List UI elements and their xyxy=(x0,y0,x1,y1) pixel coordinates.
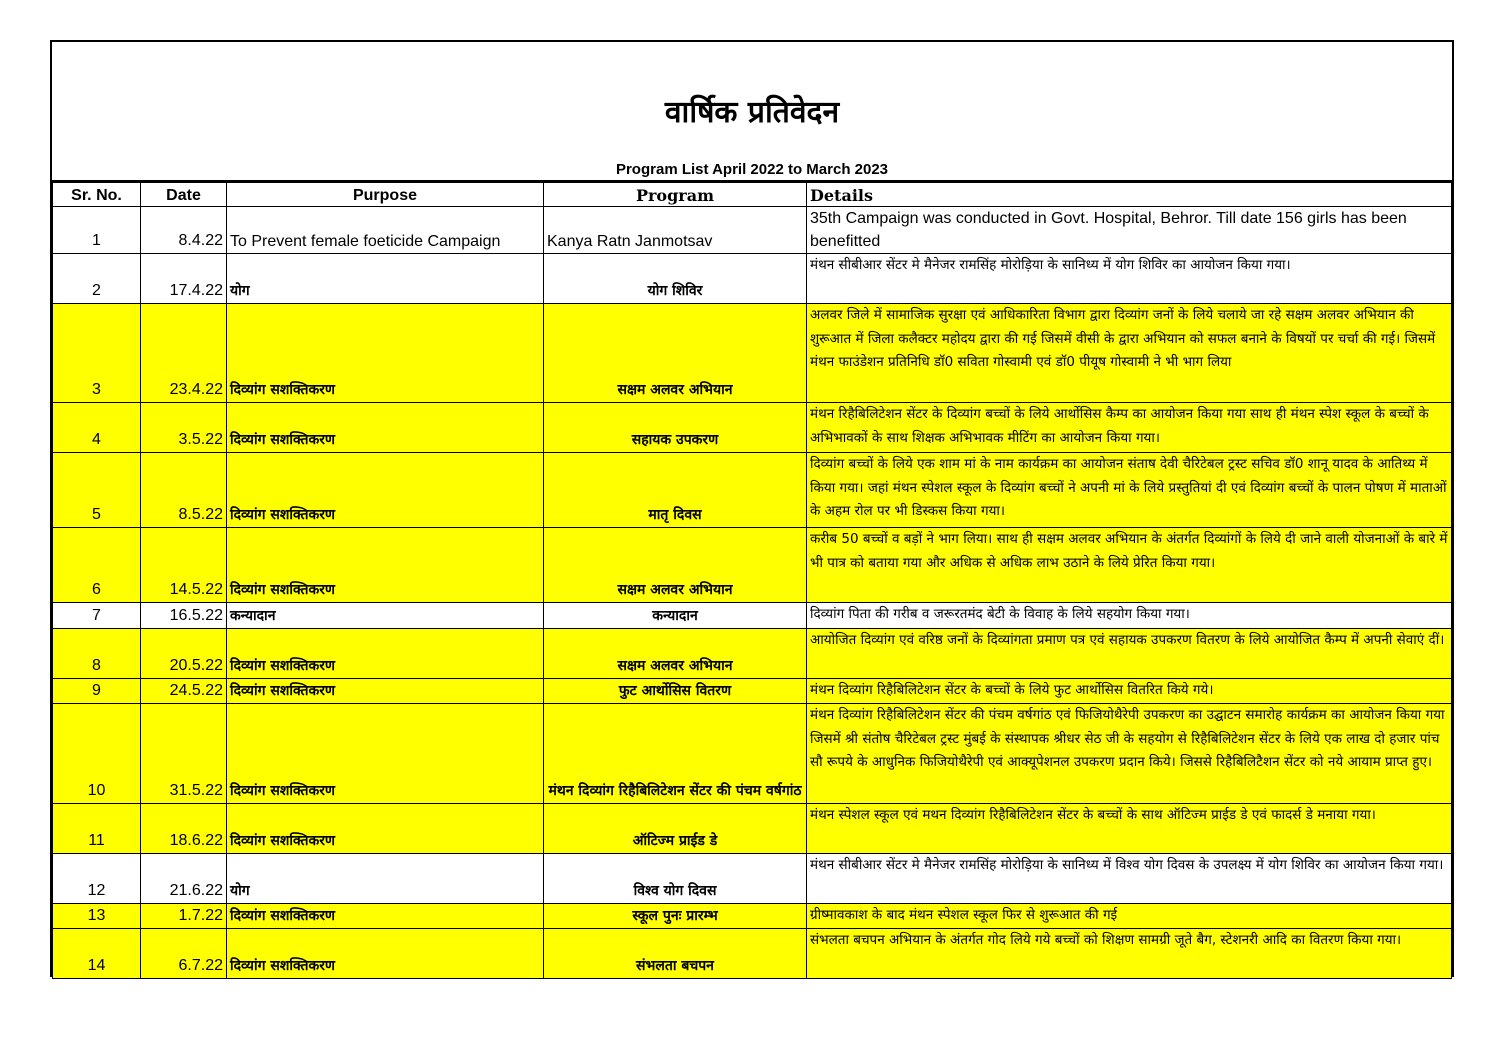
cell-details: दिव्यांग बच्चों के लिये एक शाम मां के नाम कार्यक्रम का आयोजन संताष देवी चैरिटेबल ट्रस्ट सचिव डॉ0 शानू यादव के आतिथ्य में किया गया। जहां मंथन स्पेशल स्कूल के दिव्यांग बच्चों ने अपनी मां के लिये प्रस्तुतियां दी एवं दिव्यांग बच्चों के पालन पोषण में माताओं के अहम रोल पर भी डिस्कस किया गया। xyxy=(807,453,1452,528)
cell-sr: 14 xyxy=(53,929,141,979)
cell-purpose: दिव्यांग सशक्तिकरण xyxy=(227,804,544,854)
table-row xyxy=(53,804,1452,854)
cell-program: मंथन दिव्यांग रिहैबिलिटेशन सेंटर की पंचम वर्षगांठ xyxy=(544,704,807,804)
cell-program: सक्षम अलवर अभियान xyxy=(544,528,807,603)
cell-purpose: योग xyxy=(227,254,544,304)
col-header-date: Date xyxy=(141,183,227,207)
table-row xyxy=(53,304,1452,403)
cell-sr: 6 xyxy=(53,528,141,603)
cell-sr: 5 xyxy=(53,453,141,528)
table-row xyxy=(53,854,1452,904)
cell-purpose: दिव्यांग सशक्तिकरण xyxy=(227,904,544,929)
cell-details: आयोजित दिव्यांग एवं वरिष्ठ जनों के दिव्यांगता प्रमाण पत्र एवं सहायक उपकरण वितरण के लिये आयोजित कैम्प में अपनी सेवाएं दीं। xyxy=(807,629,1452,679)
col-header-details: Details xyxy=(807,183,1452,207)
cell-program: विश्व योग दिवस xyxy=(544,854,807,904)
cell-date: 18.6.22 xyxy=(141,804,227,854)
report-header xyxy=(52,42,1452,182)
cell-purpose: दिव्यांग सशक्तिकरण xyxy=(227,704,544,804)
cell-program: ऑटिज्म प्राईड डे xyxy=(544,804,807,854)
cell-date: 16.5.22 xyxy=(141,603,227,629)
cell-sr: 8 xyxy=(53,629,141,679)
cell-details: 35th Campaign was conducted in Govt. Hospital, Behror. Till date 156 girls has been benefitted xyxy=(807,207,1452,254)
cell-date: 17.4.22 xyxy=(141,254,227,304)
cell-purpose: दिव्यांग सशक्तिकरण xyxy=(227,304,544,403)
table-header-row xyxy=(53,183,1452,207)
table-row xyxy=(53,704,1452,804)
cell-program: संभलता बचपन xyxy=(544,929,807,979)
cell-details: मंथन दिव्यांग रिहैबिलिटेशन सेंटर के बच्चों के लिये फुट आर्थोसिस वितरित किये गये। xyxy=(807,679,1452,704)
cell-purpose: दिव्यांग सशक्तिकरण xyxy=(227,453,544,528)
cell-purpose: दिव्यांग सशक्तिकरण xyxy=(227,629,544,679)
cell-sr: 7 xyxy=(53,603,141,629)
cell-purpose: कन्यादान xyxy=(227,603,544,629)
cell-program: सक्षम अलवर अभियान xyxy=(544,304,807,403)
cell-purpose: दिव्यांग सशक्तिकरण xyxy=(227,679,544,704)
cell-sr: 10 xyxy=(53,704,141,804)
cell-date: 31.5.22 xyxy=(141,704,227,804)
cell-program: फुट आर्थोसिस वितरण xyxy=(544,679,807,704)
cell-sr: 2 xyxy=(53,254,141,304)
cell-sr: 3 xyxy=(53,304,141,403)
cell-purpose: योग xyxy=(227,854,544,904)
cell-date: 8.5.22 xyxy=(141,453,227,528)
cell-purpose: दिव्यांग सशक्तिकरण xyxy=(227,403,544,453)
cell-details: अलवर जिले में सामाजिक सुरक्षा एवं आधिकारिता विभाग द्वारा दिव्यांग जनों के लिये चलाये जा रहे सक्षम अलवर अभियान की शुरूआत में जिला कलैक्टर महोदय द्वारा की गई जिसमें वीसी के द्वारा अभियान को सफल बनाने के विषयों पर चर्चा की गई। जिसमें मंथन फाउंडेशन प्रतिनिधि डॉ0 सविता गोस्वामी एवं डॉ0 पीयूष गोस्वामी ने भी भाग लिया xyxy=(807,304,1452,403)
table-row xyxy=(53,929,1452,979)
cell-date: 24.5.22 xyxy=(141,679,227,704)
report-subtitle: Program List April 2022 to March 2023 xyxy=(615,161,889,178)
cell-purpose: दिव्यांग सशक्तिकरण xyxy=(227,929,544,979)
table-row xyxy=(53,603,1452,629)
table-row xyxy=(53,679,1452,704)
cell-date: 3.5.22 xyxy=(141,403,227,453)
cell-date: 1.7.22 xyxy=(141,904,227,929)
cell-sr: 12 xyxy=(53,854,141,904)
cell-purpose: To Prevent female foeticide Campaign xyxy=(227,207,544,254)
cell-details: मंथन दिव्यांग रिहैबिलिटेशन सेंटर की पंचम वर्षगांठ एवं फिजियोथैरेपी उपकरण का उद्घाटन समारोह कार्यक्रम का आयोजन किया गया जिसमें श्री संतोष चैरिटेबल ट्रस्ट मुंबई के संस्थापक श्रीधर सेठ जी के सहयोग से रिहैबिलिटेशन सेंटर के लिये एक लाख दो हजार पांच सौ रूपये के आधुनिक फिजियोथैरेपी एवं आक्यूपेशनल उपकरण प्रदान किये। जिससे रिहैबिलिटैशन सेंटर को नये आयाम प्राप्त हुए। xyxy=(807,704,1452,804)
cell-program: योग शिविर xyxy=(544,254,807,304)
cell-sr: 4 xyxy=(53,403,141,453)
cell-program: स्कूल पुनः प्रारम्भ xyxy=(544,904,807,929)
cell-sr: 9 xyxy=(53,679,141,704)
cell-program: सक्षम अलवर अभियान xyxy=(544,629,807,679)
cell-program: Kanya Ratn Janmotsav xyxy=(544,207,807,254)
cell-details: संभलता बचपन अभियान के अंतर्गत गोद लिये गये बच्चों को शिक्षण सामग्री जूते बैग, स्टेशनरी आदि का वितरण किया गया। xyxy=(807,929,1452,979)
cell-date: 6.7.22 xyxy=(141,929,227,979)
cell-date: 8.4.22 xyxy=(141,207,227,254)
table-row xyxy=(53,403,1452,453)
table-row xyxy=(53,528,1452,603)
cell-date: 23.4.22 xyxy=(141,304,227,403)
col-header-sr: Sr. No. xyxy=(53,183,141,207)
cell-details: करीब 50 बच्चों व बड़ों ने भाग लिया। साथ ही सक्षम अलवर अभियान के अंतर्गत दिव्यांगों के लिये दी जाने वाली योजनाओं के बारे में भी पात्र को बताया गया और अधिक से अधिक लाभ उठाने के लिये प्रेरित किया गया। xyxy=(807,528,1452,603)
cell-date: 14.5.22 xyxy=(141,528,227,603)
cell-date: 21.6.22 xyxy=(141,854,227,904)
report-sheet xyxy=(50,40,1454,977)
cell-details: मंथन सीबीआर सेंटर मे मैनेजर रामसिंह मोरोड़िया के सानिध्य में योग शिविर का आयोजन किया गया। xyxy=(807,254,1452,304)
cell-date: 20.5.22 xyxy=(141,629,227,679)
col-header-program: Program xyxy=(544,183,807,207)
table-row xyxy=(53,904,1452,929)
cell-program: सहायक उपकरण xyxy=(544,403,807,453)
table-row xyxy=(53,254,1452,304)
program-table xyxy=(52,182,1452,979)
report-title: वार्षिक प्रतिवेदन xyxy=(664,95,840,130)
table-row xyxy=(53,207,1452,254)
cell-purpose: दिव्यांग सशक्तिकरण xyxy=(227,528,544,603)
cell-program: कन्यादान xyxy=(544,603,807,629)
cell-details: मंथन सीबीआर सेंटर मे मैनेजर रामसिंह मोरोड़िया के सानिध्य में विश्व योग दिवस के उपलक्ष्य में योग शिविर का आयोजन किया गया। xyxy=(807,854,1452,904)
table-row xyxy=(53,453,1452,528)
cell-details: मंथन रिहैबिलिटेशन सेंटर के दिव्यांग बच्चों के लिये आर्थोसिस कैम्प का आयोजन किया गया साथ ही मंथन स्पेश स्कूल के बच्चों के अभिभावकों के साथ शिक्षक अभिभावक मीटिंग का आयोजन किया गया। xyxy=(807,403,1452,453)
cell-details: दिव्यांग पिता की गरीब व जरूरतमंद बेटी के विवाह के लिये सहयोग किया गया। xyxy=(807,603,1452,629)
table-body xyxy=(53,207,1452,979)
table-row xyxy=(53,629,1452,679)
cell-details: ग्रीष्मावकाश के बाद मंथन स्पेशल स्कूल फिर से शुरूआत की गई xyxy=(807,904,1452,929)
cell-details: मंथन स्पेशल स्कूल एवं मथन दिव्यांग रिहैबिलिटेशन सेंटर के बच्चों के साथ ऑटिज्म प्राईड डे एवं फादर्स डे मनाया गया। xyxy=(807,804,1452,854)
cell-sr: 13 xyxy=(53,904,141,929)
cell-program: मातृ दिवस xyxy=(544,453,807,528)
cell-sr: 11 xyxy=(53,804,141,854)
col-header-purpose: Purpose xyxy=(227,183,544,207)
cell-sr: 1 xyxy=(53,207,141,254)
